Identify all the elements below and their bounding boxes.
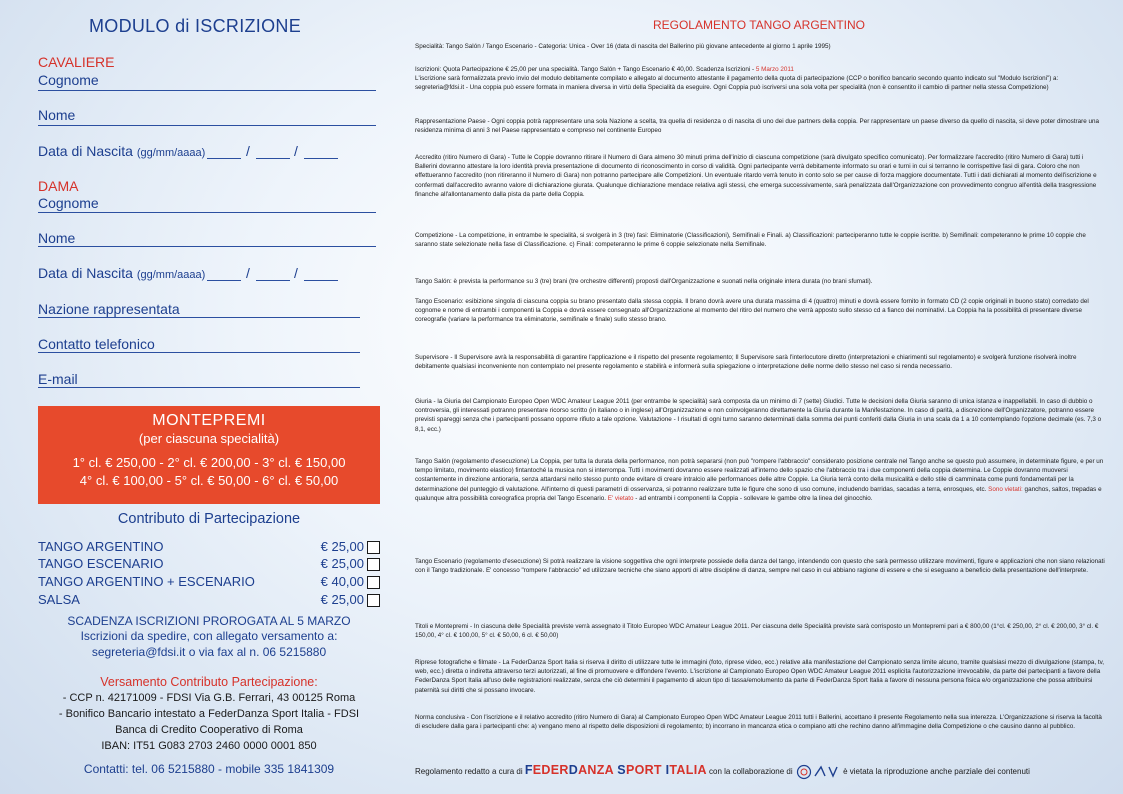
regolamento	[395, 0, 1123, 794]
slash-1: /	[246, 143, 250, 159]
send-instructions: Iscrizioni da spedire, con allegato versamento a:	[80, 629, 338, 643]
dama-heading: DAMA	[38, 178, 79, 194]
cavaliere-heading: CAVALIERE	[38, 54, 115, 70]
contrib-name: TANGO ARGENTINO	[38, 539, 164, 554]
telefono-line[interactable]	[38, 352, 360, 353]
contrib-row	[38, 539, 380, 554]
dama-month-line[interactable]	[256, 280, 290, 281]
email-line[interactable]	[38, 387, 360, 388]
contrib-price: € 25,00	[320, 592, 364, 607]
slash-3: /	[246, 265, 250, 281]
deadline-notice: SCADENZA ISCRIZIONI PROROGATA AL 5 MARZO	[67, 614, 351, 628]
cavaliere-day-line[interactable]	[207, 158, 241, 159]
contrib-checkbox[interactable]	[367, 576, 380, 589]
para-rappresentazione: Rappresentazione Paese - Ogni coppia potrà rappresentare una sola Nazione a scelta, tra quella di residenza o di nascita di uno dei due partners della coppia. Per rappresentare un paese diverso da quello di nascita, si deve poter dimostrare una residenza minima di anni 3 nel Paese rappresentato e compreso nel continente Europeo	[415, 118, 1099, 135]
montepremi-row-1: 1° cl. € 250,00 - 2° cl. € 200,00 - 3° cl. € 150,00	[72, 455, 346, 470]
contrib-checkbox[interactable]	[367, 594, 380, 607]
para-tango-escenario: Tango Escenario: esibizione singola di ciascuna coppia su brano presentato dalla stessa coppia. Il brano dovrà avere una durata massima di 4 (quattro) minuti e dovrà essere fornito in formato CD (2 copie originali in buono stato) corredato del cognome e nome di entrambi i componenti la Coppia e dovrà essere consegnato all'Organizzazione al momento del ritiro del numero che verrà apposto sullo stesso cd a fianco dei nominativi. La Coppia ha la possibilità di presentare diverse coreografie (variare la performance tra eliminatorie, semifinale e finale) sullo stesso brano.	[415, 298, 1089, 324]
para-supervisore: Supervisore - Il Supervisore avrà la responsabilità di garantire l'applicazione e il rispetto del presente regolamento; Il Supervisore sarà l'interlocutore diretto (interpretazioni e chiarimenti sul regolamento) e svolgerà funzione risolverà inoltre debitamente qualsiasi inconveniente non contemplato nel presente regolamento e stabilirà e informerà sulla spiegazione o interpretazione delle norme dello stesso nel caso si renda necessario.	[415, 354, 1077, 371]
dama-day-line[interactable]	[207, 280, 241, 281]
footer-mid: con la collaborazione di	[709, 767, 793, 776]
para-giuria: Giuria - la Giuria del Campionato Europeo Open WDC Amateur League 2011 (per entrambe le specialità) sarà composta da un minimo di 7 (sette) Giudici. Tutte le decisioni della Giuria saranno di unica istanza e inappellabili. In caso di dubbio o controversia, gli interessati potranno presentare ricorso scritto (in italiano o in inglese) all'Organizzazione e non coinvolgeranno direttamente la Giuria durante la Manifestazione. In caso di parità, a discrezione dell'Organizzatore, potranno essere previsti spareggi senza che i partecipanti possano opporre rifiuto a tale opzione. Valutazione - I risultati di ogni turno saranno determinati dalla somma dei punti conferiti dalla Giuria in una scala da 1 a 10 contemplando l'opzione decimale (es. 7,3 o 8,1, ecc.)	[415, 398, 1102, 433]
cavaliere-month-line[interactable]	[256, 158, 290, 159]
contrib-checkbox[interactable]	[367, 558, 380, 571]
dama-cognome-line[interactable]	[38, 212, 376, 213]
form-title: MODULO di ISCRIZIONE	[88, 16, 302, 36]
send-address: segreteria@fdsi.it o via fax al n. 06 5215880	[91, 645, 327, 659]
contributo-title: Contributo di Partecipazione	[117, 511, 301, 527]
footer-post: è vietata la riproduzione anche parziale dei contenuti	[843, 767, 1030, 776]
para-specialita: Specialità: Tango Salón / Tango Escenario - Categoria: Unica - Over 16 (data di nascita del Ballerino più giovane antecedente al giorno 1 aprile 1995)	[415, 43, 831, 50]
dama-cognome-label: Cognome	[38, 195, 99, 211]
federdanza-brand: FEDERDANZA SPORT ITALIA	[524, 763, 707, 777]
contrib-row	[38, 592, 380, 607]
partner-logo-icon	[795, 764, 841, 780]
contrib-price: € 25,00	[320, 556, 364, 571]
contrib-row	[38, 574, 380, 589]
slash-2: /	[294, 143, 298, 159]
contrib-price: € 40,00	[320, 574, 364, 589]
cavaliere-nome-line[interactable]	[38, 125, 376, 126]
contrib-row	[38, 556, 380, 571]
contrib-name: TANGO ARGENTINO + ESCENARIO	[38, 574, 255, 589]
cavaliere-cognome-label: Cognome	[38, 72, 99, 88]
nazione-label: Nazione rappresentata	[38, 301, 180, 317]
contrib-price: € 25,00	[320, 539, 364, 554]
cavaliere-cognome-line[interactable]	[38, 90, 376, 91]
contrib-name: SALSA	[38, 592, 80, 607]
payment-title: Versamento Contributo Partecipazione:	[100, 675, 318, 689]
dama-nome-line[interactable]	[38, 246, 376, 247]
para-norma-conclusiva: Norma conclusiva - Con l'iscrizione e il relativo accredito (ritiro Numero di Gara) al Campionato Europeo Open WDC Amateur League 2011 tutti i Ballerini, accettano il presente Regolamento nella sua interezza. L'Organizzazione si riserva la facoltà di escludere dalla gara i partecipanti che: a) vengano meno al rispetto delle disposizioni di regolamento; b) incorrano in mancanza etica o compiano atti che rechino danno all'immagine della Competizione o che causino danno al pubblico.	[415, 714, 1102, 731]
footer-pre: Regolamento redatto a cura di	[415, 767, 523, 776]
cavaliere-year-line[interactable]	[304, 158, 338, 159]
para-escenario-regolamento: Tango Escenario (regolamento d'esecuzione) Si potrà realizzare la visione soggettiva che ogni interprete possiede della danza del tango, intendendo con questo che sarà permesso utilizzare movimenti, figure e applicazioni che non siano relazionati con il Tango tradizionale. E' concesso "rompere l'abbraccio" ed utilizzare tecniche che siano apporti di altre discipline di danza, sempre nel caso in cui abbiano ragione di essere e che si eseguano a beneficio della presentazione dell'interprete.	[415, 558, 1105, 575]
para-tango-salon: Tango Salón: è prevista la performance su 3 (tre) brani (tre orchestre differenti) proposti dall'Organizzazione e suonati nella originale intera durata (no brani sfumati).	[415, 278, 873, 285]
montepremi-box	[38, 406, 380, 504]
payment-line: - CCP n. 42171009 - FDSI Via G.B. Ferrari, 43 00125 Roma	[62, 692, 356, 704]
regolamento-title: REGOLAMENTO TANGO ARGENTINO	[652, 18, 866, 32]
telefono-label: Contatto telefonico	[38, 336, 155, 352]
payment-line: IBAN: IT51 G083 2703 2460 0000 0001 850	[101, 740, 317, 752]
para-competizione: Competizione - La competizione, in entrambe le specialità, si svolgerà in 3 (tre) fasi: Eliminatorie (Classificazioni), Semifinali e Finali. a) Classificazioni: parteciperanno tutte le coppie iscritte. b) Semifinali: competeranno le prime 10 coppie che saranno state selezionate nella fase di Classificazione. c) Finali: competeranno le prime 6 coppie selezionate nella Semifinale.	[415, 232, 1086, 249]
dama-nome-label: Nome	[38, 230, 76, 246]
registration-form	[0, 0, 390, 794]
para-accredito: Accredito (ritiro Numero di Gara) - Tutte le Coppie dovranno ritirare il Numero di Gara almeno 30 minuti prima dell'inizio di ciascuna competizione (sarà divulgato specifico comunicato). Per formalizzare l'accredito (ritiro Numero di Gara) tutti i Ballerini dovranno attestare la loro identità previa presentazione di documento di riconoscimento in corso di validità. Ogni partecipante verrà debitamente informato su orari e turni in cui si terranno le corrispettive fasi di gara. Coloro che non effettueranno l'accredito (non ritireranno il Numero di Gara) non potranno partecipare alle Competizioni. Un eventuale ritardo verrà tenuto in conto solo se per cause di forza maggiore documentate. Tutti i dati dichiarati al momento dell'iscrizione e confermati dall'accredito avranno valore di dichiarazione giurata. Qualunque dichiarazione mendace relativa agli stessi, che emerga successivamente, sarà penalizzata dall'Organizzazione con provvedimento congruo all'entità della trasgressione finanche all'allontanamento dalla pista da parte della Coppia.	[415, 154, 1097, 198]
payment-line: Banca di Credito Cooperativo di Roma	[115, 724, 303, 736]
montepremi-subtitle: (per ciascuna specialità)	[138, 431, 280, 446]
para-salon-regolamento: Tango Salón (regolamento d'esecuzione) La Coppia, per tutta la durata della performance, non potrà separarsi (non può "rompere l'abbraccio" considerato posizione centrale nel Tango anche se questo può assumere, in determinate figure, e per un tempo limitato, movimento elastico) fintantoché la musica non si interrompa. Tutti i movimenti dovranno essere realizzati all'interno dello spazio che l'abbraccio tra i due componenti della coppia determina. Le Coppie dovranno muoversi costantemente in direzione antioraria, senza attardarsi nello stesso punto onde evitare di creare intralcio alle performances delle altre Coppie. La Giuria terrà conto della musicalità e dello stile di camminata come punti fondamentali per la determinazione del punteggio di valutazione. All'interno di questi parametri di osservanza, si potranno realizzare tutte le figure che sono di uso comune, includendo barridas, sacadas a terra, enrosques, etc. Sono vietati: ganchos, saltos, trepadas e qualunque altra possibilità coreografica propria del Tango Escenario. E' vietato - ad entrambi i componenti la Coppia - sollevare le gambe oltre la linea del ginocchio.	[415, 458, 1104, 502]
montepremi-row-2: 4° cl. € 100,00 - 5° cl. € 50,00 - 6° cl. € 50,00	[79, 473, 339, 488]
cavaliere-nome-label: Nome	[38, 107, 76, 123]
para-titoli-montepremi: Titoli e Montepremi - In ciascuna delle Specialità previste verrà assegnato il Titolo Europeo WDC Amateur League 2011. Per ciascuna delle Specialità previste sarà corrisposto un Montepremi pari a € 800,00 (1°cl. € 250,00, 2° cl. € 200,00, 3° cl. € 150,00, 4° cl. € 100,00, 5° cl. € 50,00, 6 cl. € 50,00)	[415, 623, 1099, 640]
nazione-line[interactable]	[38, 317, 360, 318]
para-riprese: Riprese fotografiche e filmate - La FederDanza Sport Italia si riserva il diritto di utilizzare tutte le immagini (foto, riprese video, ecc.) relative alla manifestazione del Campionato senza limite alcuno, tramite qualsiasi mezzo di divulgazione (stampa, tv, web, ecc.) diretta o indiretta attraverso terzi autorizzati, al fine di promuovere e diffondere l'evento. L'iscrizione al Campionato Europeo Open WDC Amateur League 2011 esplicita l'autorizzazione irrevocabile, da parte dei partecipanti a favore della FederDanza Sport Italia all'uso delle registrazioni realizzate, senza che ciò determini il pagamento di alcun tipo di tassa/emolumento da parte di FederDanza Sport Italia a favore di nessuna persona fisica e/o organizzazione che possa attribuirsi paternità sui diritti che si possano invocare.	[415, 659, 1105, 694]
cavaliere-nascita-label: Data di Nascita (gg/mm/aaaa)	[38, 143, 206, 159]
para-iscrizioni: Iscrizioni: Quota Partecipazione € 25,00 per una specialità. Tango Salón + Tango Escenario € 40,00. Scadenza Iscrizioni - 5 Marzo 2011 L'iscrizione sarà formalizzata previo invio del modulo debitamente compilato e allegato al documento attestante il pagamento della quota di partecipazione (CCP o bonifico bancario secondo quanto indicato sul "Modulo Iscrizioni") a: segreteria@fdsi.it - Una coppia può essere formata in maniera diversa in virtù della Specialità da eseguire. Ogni Coppia può iscriversi una sola volta per specialità (non è consentito il cambio di partner nella stessa Competizione)	[415, 66, 1059, 92]
montepremi-title: MONTEPREMI	[152, 412, 266, 429]
footer	[415, 763, 1105, 780]
slash-4: /	[294, 265, 298, 281]
contrib-name: TANGO ESCENARIO	[38, 556, 164, 571]
payment-line: - Bonifico Bancario intestato a FederDanza Sport Italia - FDSI	[58, 708, 360, 720]
email-label: E-mail	[38, 371, 78, 387]
contrib-checkbox[interactable]	[367, 541, 380, 554]
contacts: Contatti: tel. 06 5215880 - mobile 335 1841309	[83, 762, 335, 776]
dama-nascita-label: Data di Nascita (gg/mm/aaaa)	[38, 265, 206, 281]
dama-year-line[interactable]	[304, 280, 338, 281]
